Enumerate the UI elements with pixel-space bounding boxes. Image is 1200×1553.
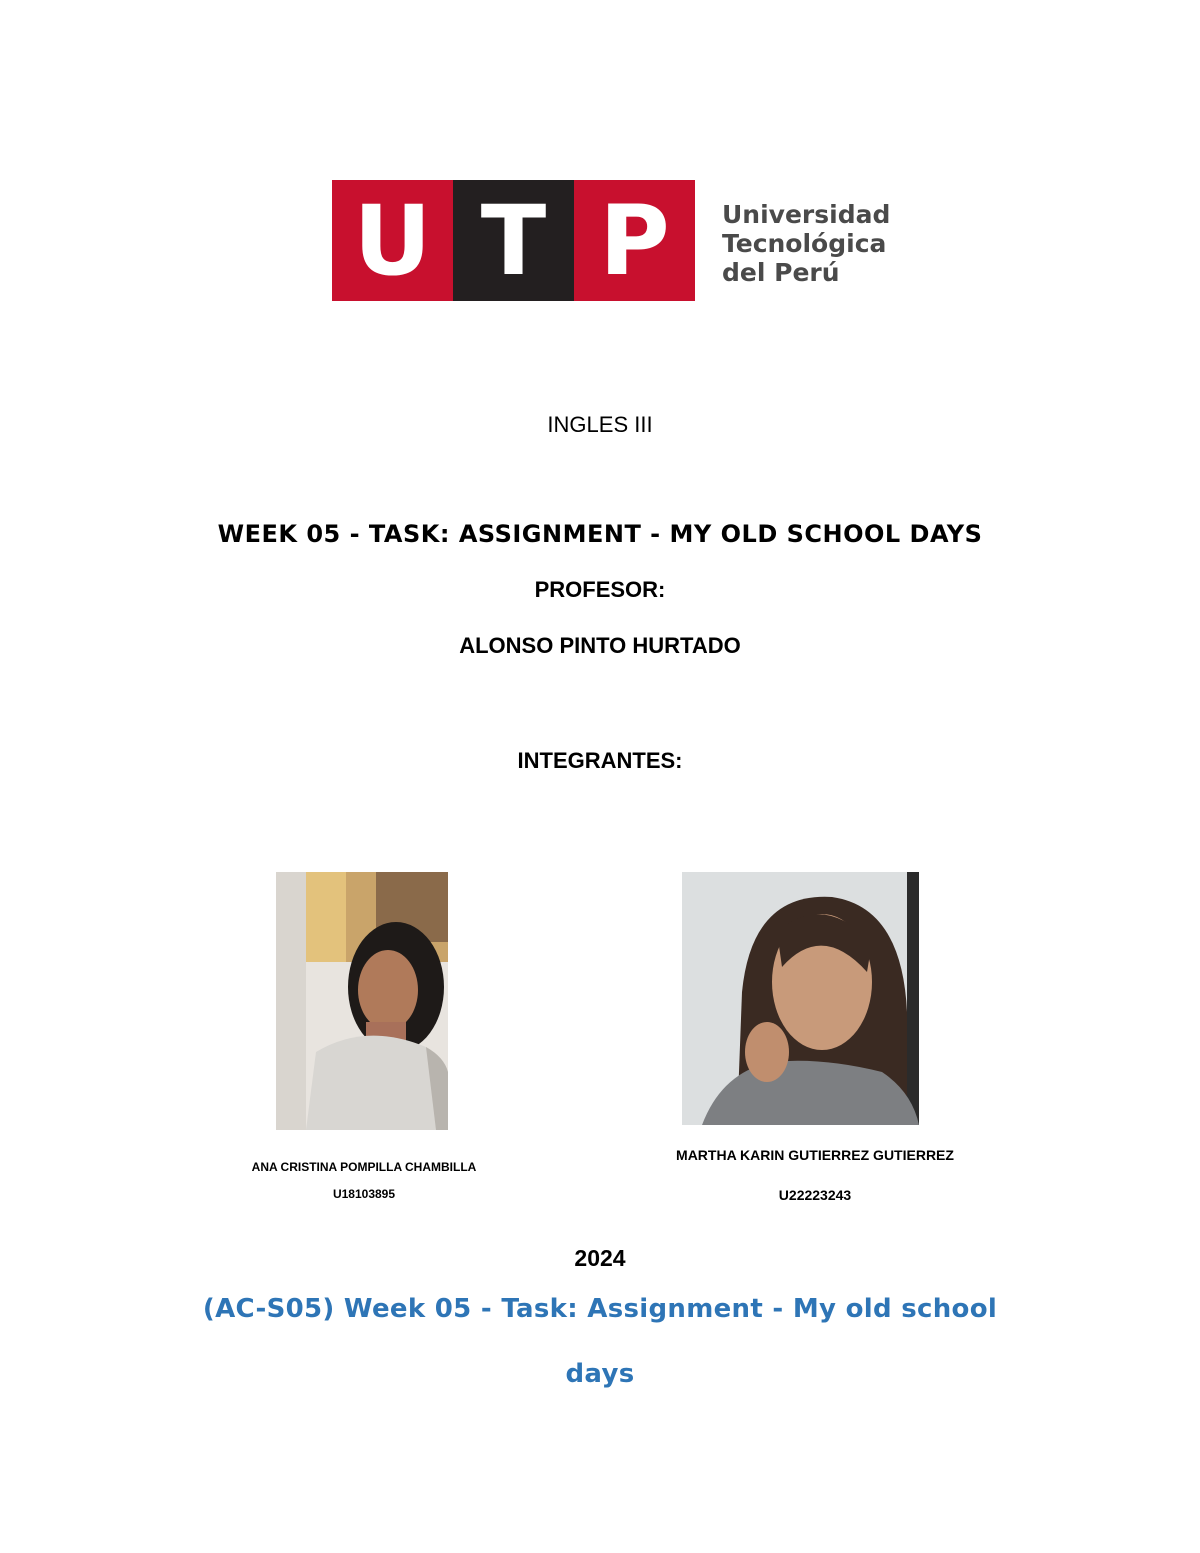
member-2-code: U22223243 — [778, 1187, 852, 1203]
members-label: INTEGRANTES: — [517, 748, 683, 773]
linked-title-line-1[interactable]: (AC-S05) Week 05 - Task: Assignment - My old school — [202, 1294, 998, 1324]
member-1-code: U18103895 — [332, 1187, 396, 1201]
member-2-name: MARTHA KARIN GUTIERREZ GUTIERREZ — [676, 1147, 954, 1163]
assignment-title: WEEK 05 - TASK: ASSIGNMENT - MY OLD SCHOOL DAYS — [217, 520, 983, 548]
member-photo-1 — [276, 872, 448, 1130]
logo-block-t — [453, 180, 574, 301]
linked-title-line-2[interactable]: days — [565, 1359, 635, 1389]
logo-letter-u: U — [353, 184, 432, 297]
professor-name: ALONSO PINTO HURTADO — [459, 633, 741, 658]
professor-label: PROFESOR: — [534, 577, 666, 602]
course-name: INGLES III — [547, 412, 653, 437]
member-1-name: ANA CRISTINA POMPILLA CHAMBILLA — [251, 1160, 477, 1174]
logo-line-2: Tecnológica — [722, 229, 887, 258]
logo-block-p — [574, 180, 695, 301]
logo-block-u — [332, 180, 453, 301]
logo-line-3: del Perú — [722, 258, 840, 287]
logo-wordmark — [722, 200, 890, 287]
year: 2024 — [574, 1245, 626, 1271]
utp-logo — [332, 180, 892, 301]
logo-letter-t: T — [480, 184, 547, 297]
logo-line-1: Universidad — [722, 200, 891, 229]
logo-letter-p: P — [599, 184, 670, 297]
member-photo-2 — [682, 872, 919, 1125]
